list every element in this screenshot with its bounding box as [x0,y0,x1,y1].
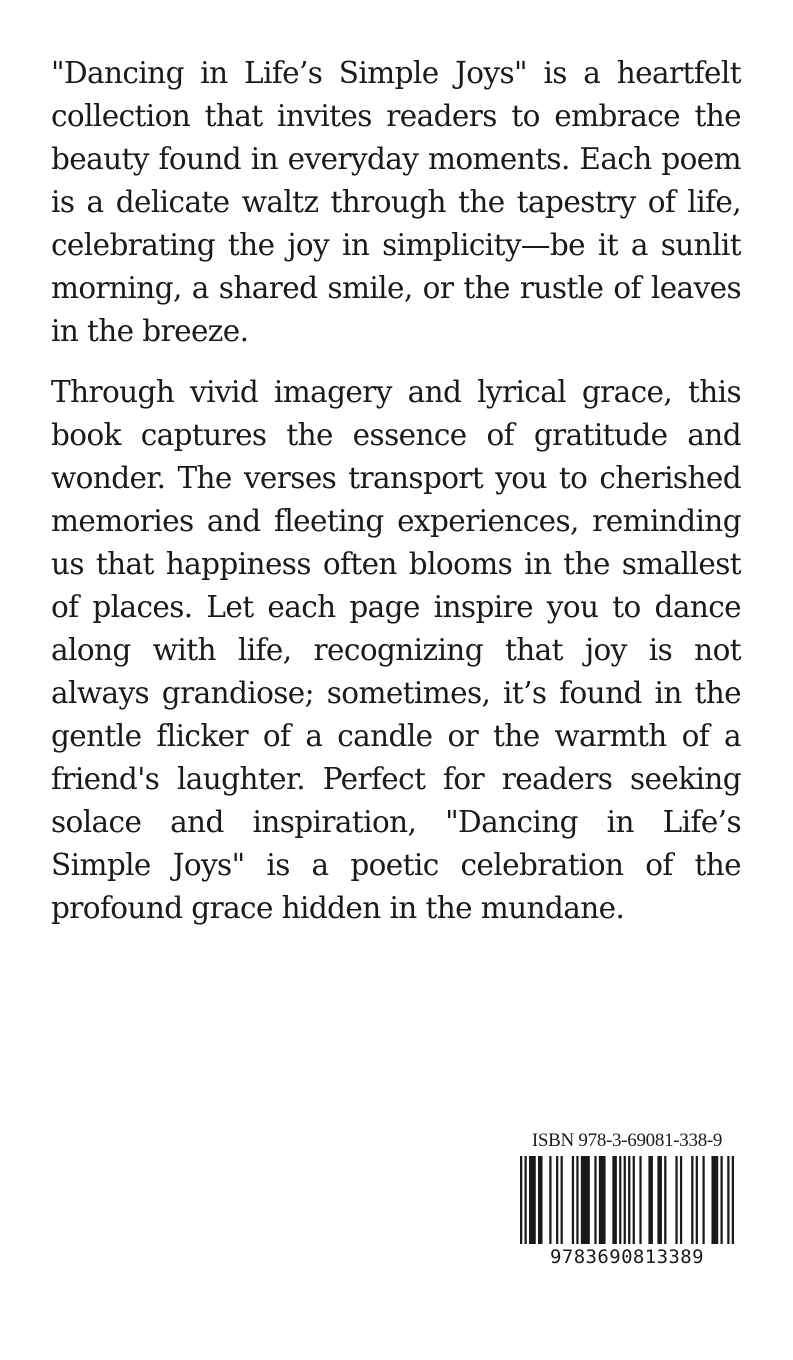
barcode-bar [525,1156,527,1244]
barcode-bar [529,1156,536,1244]
barcode-bar [680,1156,682,1244]
barcode-bar [556,1156,558,1244]
barcode-bar [675,1156,677,1244]
barcode-bar [702,1156,704,1244]
barcode-bar [599,1156,606,1244]
isbn-barcode-block [520,1130,734,1280]
barcode-bar [732,1156,734,1244]
barcode-bar [639,1156,641,1244]
barcode-bar [648,1156,653,1244]
barcode-bar [520,1156,522,1244]
barcode-number: 9783690813389 [550,1246,704,1268]
barcode-bar [572,1156,574,1244]
isbn-label: ISBN 978-3-69081-338-9 [531,1130,723,1151]
barcode-bar [691,1156,693,1244]
barcode-bar [619,1156,621,1244]
barcode-bar [561,1156,563,1244]
barcode-bar [720,1156,722,1244]
barcode-bar [576,1156,578,1244]
description-paragraph-1: "Dancing in Life’s Simple Joys" is a heartfelt collection that invites readers to embrace the beauty found in everyday moments. Each poem is a delicate waltz through the tapestry of life, celebrating the joy in simplicity—be it a sunlit morning, a shared smile, or the rustle of leaves in the breeze. [51,56,741,348]
barcode-bar [727,1156,729,1244]
barcode-image [520,1156,734,1244]
barcode-bar [538,1156,543,1244]
barcode-bar [549,1156,551,1244]
barcode-bar [628,1156,630,1244]
barcode-bar [612,1156,617,1244]
barcode-bar [696,1156,698,1244]
barcode-bar [581,1156,590,1244]
barcode-bar [624,1156,626,1244]
barcode-bar [633,1156,635,1244]
barcode-bar [664,1156,666,1244]
barcode-bar [594,1156,596,1244]
description-paragraph-2: Through vivid imagery and lyrical grace, this book captures the essence of gratitude and wonder. The verses transport you to cherished memories and fleeting experiences, reminding us that happiness often blooms in the smallest of places. Let each page inspire you to dance along with life, recognizing that joy is not always grandiose; sometimes, it’s found in the gentle flicker of a candle or the warmth of a friend's laughter. Perfect for readers seeking solace and inspiration, "Dancing in Life’s Simple Joys" is a poetic celebration of the profound grace hidden in the mundane. [51,375,741,925]
barcode-bar [657,1156,662,1244]
barcode-bar [711,1156,718,1244]
book-description [51,52,741,930]
